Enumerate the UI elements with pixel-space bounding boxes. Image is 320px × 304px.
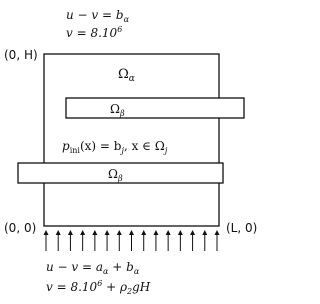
- inflow-arrow: [215, 230, 220, 251]
- bottom-bc-line-2: $v = 8.10^6 + \rho_2gH$: [46, 279, 151, 296]
- bottom-bc-line-1: $u - v = a_\alpha + b_\alpha$: [46, 260, 140, 276]
- inflow-arrow: [117, 230, 122, 251]
- inflow-arrow: [68, 230, 73, 251]
- top-bc-line-1: $u - v = b_\alpha$: [66, 8, 129, 24]
- omega-beta-upper-label: $\Omega_\beta$: [110, 102, 125, 118]
- omega-beta-upper-layer: [66, 98, 244, 118]
- inflow-arrow: [44, 230, 49, 251]
- inflow-arrow: [166, 230, 171, 251]
- inflow-arrow: [129, 230, 134, 251]
- inflow-arrow: [178, 230, 183, 251]
- inflow-arrow: [80, 230, 85, 251]
- inflow-arrows: [44, 230, 220, 251]
- top-bc-line-2: $v = 8.10^6$: [66, 25, 123, 40]
- inflow-arrow: [56, 230, 61, 251]
- corner-label-top-left: (0, H): [4, 48, 38, 62]
- inflow-arrow: [153, 230, 158, 251]
- inflow-arrow: [105, 230, 110, 251]
- corner-label-bottom-left: (0, 0): [4, 221, 37, 235]
- omega-alpha-label: $\Omega_\alpha$: [118, 67, 135, 84]
- omega-beta-lower-label: $\Omega_\beta$: [108, 167, 123, 183]
- inflow-arrow: [202, 230, 207, 251]
- inflow-arrow: [190, 230, 195, 251]
- corner-label-bottom-right: (L, 0): [226, 221, 258, 235]
- inflow-arrow: [141, 230, 146, 251]
- initial-condition-text: $p_{ini}(x) = b_j$, x ∈ $\Omega_j$: [62, 139, 168, 155]
- inflow-arrow: [92, 230, 97, 251]
